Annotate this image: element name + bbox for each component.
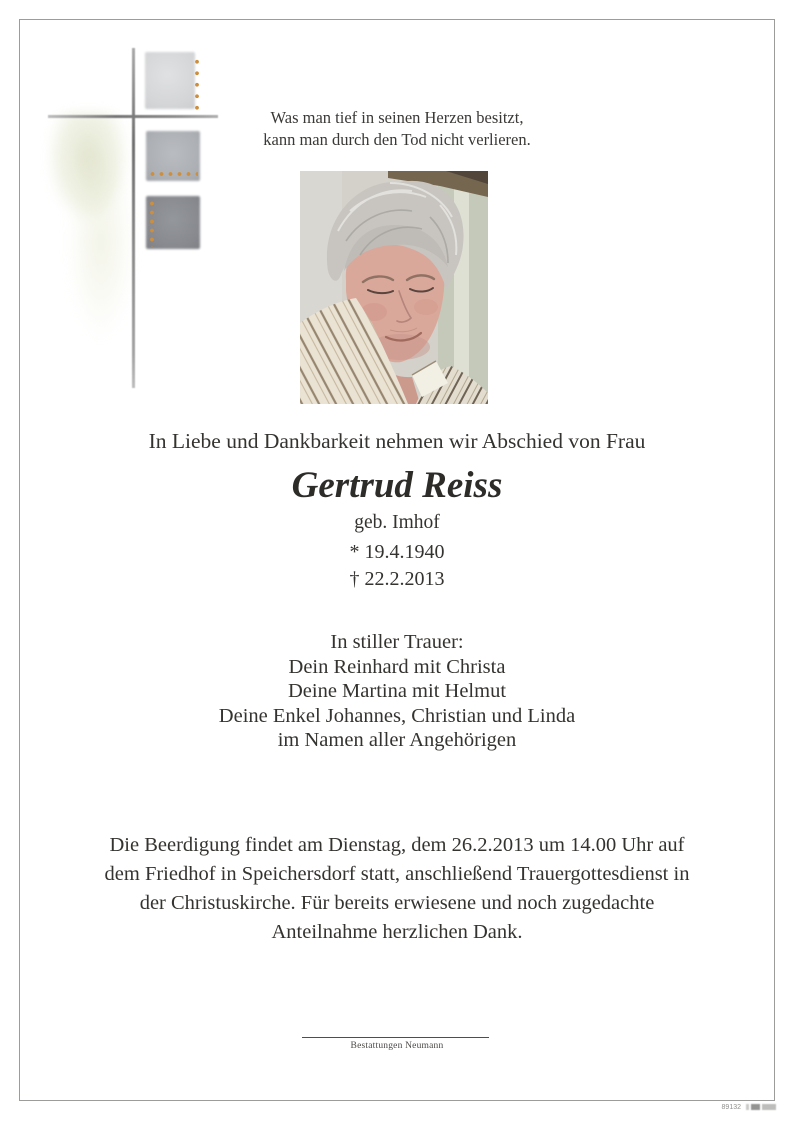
funeral-notice-line: Die Beerdigung findet am Dienstag, dem 26.2.2013 um 14.00 Uhr auf — [109, 834, 685, 856]
deceased-name: Gertrud Reiss — [291, 465, 503, 506]
funeral-notice — [0, 831, 794, 947]
funeral-notice-line: Anteilnahme herzlichen Dank. — [271, 921, 523, 943]
quote-line-2: kann man durch den Tod nicht verlieren. — [263, 129, 531, 149]
funeral-home-name: Bestattungen Neumann — [350, 1041, 444, 1051]
funeral-notice-line: dem Friedhof in Speichersdorf statt, anschließend Trauergottesdienst in — [104, 863, 690, 885]
birth-date: * 19.4.1940 — [349, 541, 445, 563]
mourner-line: Dein Reinhard mit Christa — [288, 655, 506, 678]
mourning-block — [0, 630, 794, 753]
orange-dots-bottom-row — [148, 170, 198, 178]
mourner-line: Deine Martina mit Helmut — [287, 680, 507, 702]
print-code: 89132 — [721, 1103, 741, 1111]
mourner-line: im Namen aller Angehörigen — [277, 729, 517, 751]
cross-vertical-bar — [132, 48, 135, 388]
cross-artwork-icon — [40, 44, 230, 394]
orange-dots-left-column — [148, 199, 156, 247]
quote-line-1: Was man tief in seinen Herzen besitzt, — [270, 108, 524, 127]
mourner-line: Deine Enkel Johannes, Christian und Linda — [218, 704, 576, 727]
print-code-row — [722, 1103, 776, 1111]
mourning-title: In stiller Trauer: — [330, 631, 464, 653]
funeral-home-divider — [302, 1037, 489, 1038]
funeral-notice-line: der Christuskirche. Für bereits erwiesene und noch zugedachte — [139, 892, 655, 914]
maiden-name: geb. Imhof — [354, 512, 440, 533]
printer-logo-icon — [746, 1104, 776, 1110]
farewell-line: In Liebe und Dankbarkeit nehmen wir Abschied von Frau — [148, 429, 646, 453]
orange-dots-right-column — [193, 56, 201, 112]
death-date: † 22.2.2013 — [349, 568, 445, 590]
portrait-photo — [300, 171, 488, 404]
memorial-quote — [0, 107, 794, 150]
light-gray-square — [145, 52, 195, 109]
